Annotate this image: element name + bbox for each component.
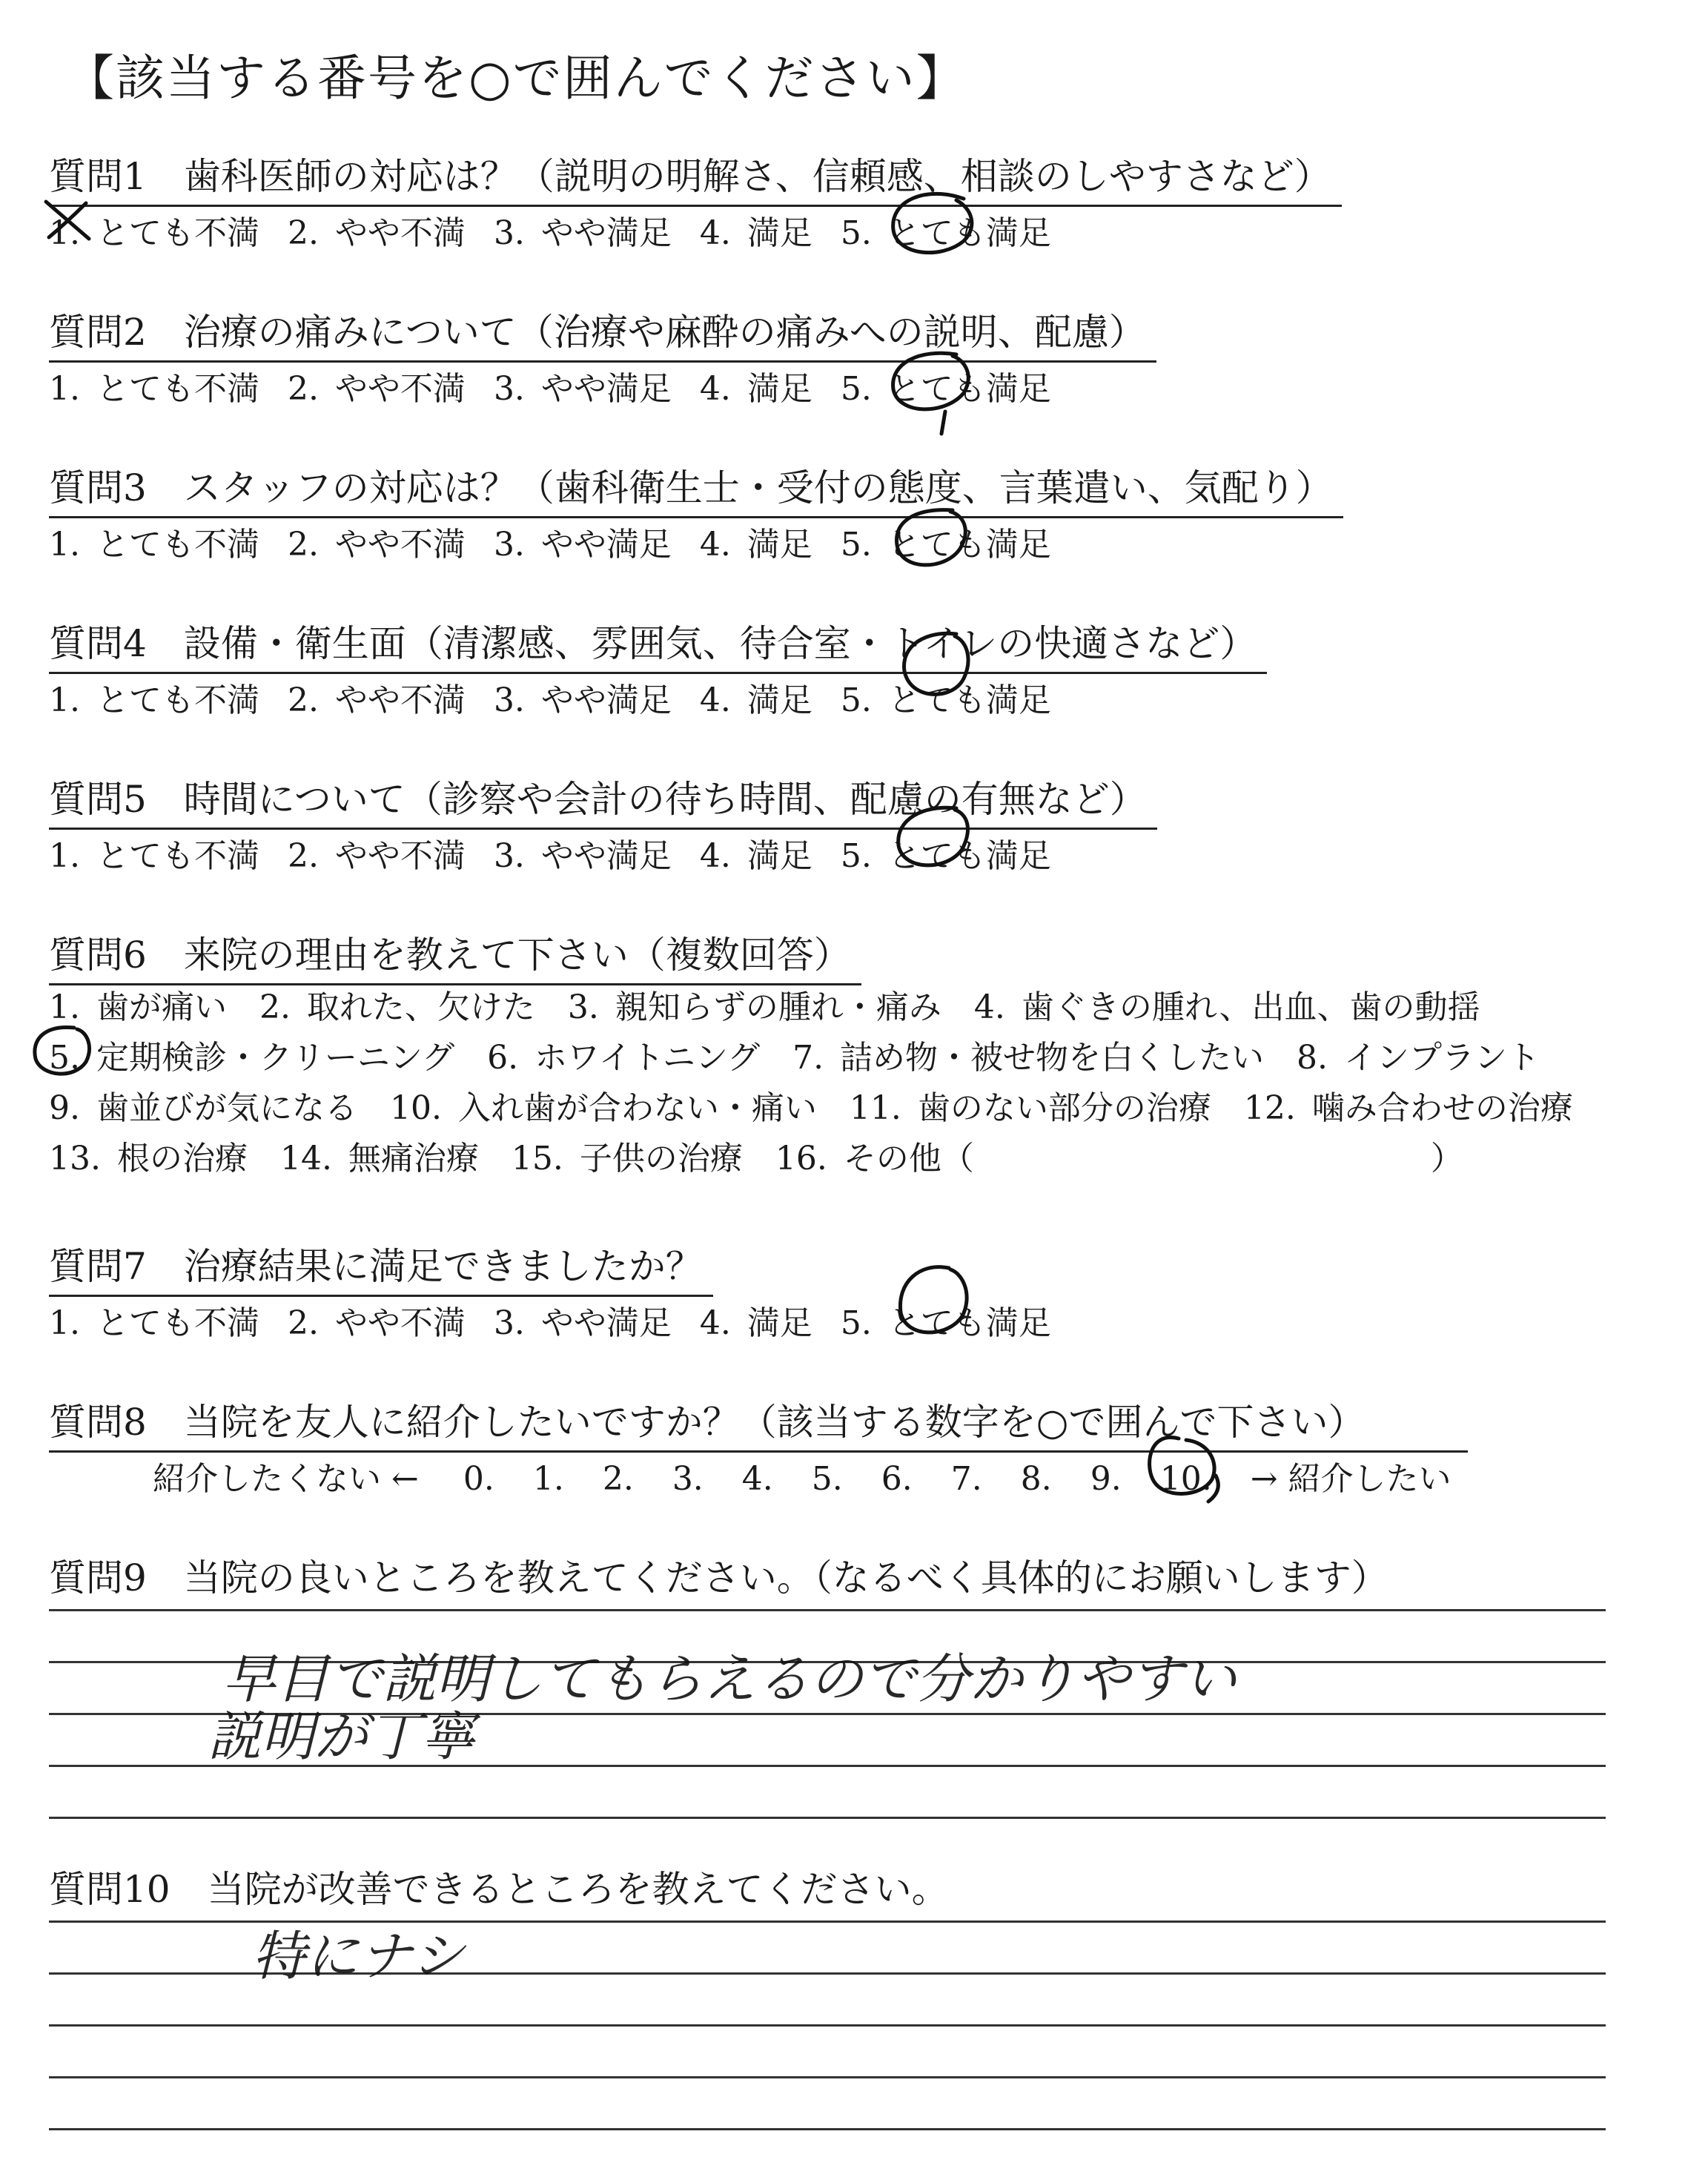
q1-option-1[interactable]: 1. とても不満 bbox=[49, 214, 259, 252]
q4-option-2[interactable]: 2. やや不満 bbox=[287, 681, 466, 719]
question-5-options bbox=[49, 829, 1079, 876]
q6-row-4[interactable]: 13. 根の治療 14. 無痛治療 15. 子供の治療 16. その他（ ） bbox=[49, 1140, 1463, 1178]
q5-option-5[interactable]: 5. とても満足 bbox=[840, 837, 1051, 875]
q1-option-2[interactable]: 2. やや不満 bbox=[287, 214, 466, 252]
q8-left-label: 紹介したくない ← bbox=[153, 1460, 419, 1498]
q9-line-1 bbox=[49, 1609, 1606, 1611]
question-2-title: 質問2 治療の痛みについて（治療や麻酔の痛みへの説明、配慮） bbox=[49, 303, 1156, 363]
q4-option-3[interactable]: 3. やや満足 bbox=[493, 681, 672, 719]
q9-line-5 bbox=[49, 1817, 1606, 1819]
q7-option-2[interactable]: 2. やや不満 bbox=[287, 1304, 466, 1342]
q10-line-4 bbox=[49, 2076, 1606, 2078]
q8-option-0[interactable]: 0. bbox=[463, 1460, 494, 1498]
q8-option-10[interactable]: 10. bbox=[1159, 1460, 1212, 1498]
q3-option-3[interactable]: 3. やや満足 bbox=[493, 526, 672, 564]
q8-option-8[interactable]: 8. bbox=[1020, 1460, 1052, 1498]
page-header: 【該当する番号を○で囲んでください】 bbox=[65, 50, 967, 107]
question-6-title: 質問6 来院の理由を教えて下さい（複数回答） bbox=[49, 925, 861, 985]
question-3-title: 質問3 スタッフの対応は？（歯科衛生士・受付の態度、言葉遣い、気配り） bbox=[49, 458, 1343, 518]
q2-option-2[interactable]: 2. やや不満 bbox=[287, 370, 466, 408]
question-1-title: 質問1 歯科医師の対応は？（説明の明解さ、信頼感、相談のしやすさなど） bbox=[49, 147, 1342, 207]
question-7-title: 質問7 治療結果に満足できましたか？ bbox=[49, 1237, 713, 1297]
q8-option-5[interactable]: 5. bbox=[811, 1460, 843, 1498]
question-4-options bbox=[49, 673, 1079, 721]
q7-option-5[interactable]: 5. とても満足 bbox=[840, 1304, 1051, 1342]
q6-row-2[interactable]: 5. 定期検診・クリーニング 6. ホワイトニング 7. 詰め物・被せ物を白くしたい 8. インプラント bbox=[49, 1039, 1540, 1077]
question-8-title: 質問8 当院を友人に紹介したいですか？（該当する数字を○で囲んで下さい） bbox=[49, 1393, 1468, 1453]
q3-option-1[interactable]: 1. とても不満 bbox=[49, 526, 259, 564]
q2-option-4[interactable]: 4. 満足 bbox=[699, 370, 812, 408]
q9-handwritten-answer-line-1[interactable]: 早目で説明してもらえるので分かりやすい bbox=[222, 1648, 1237, 1710]
question-1-options bbox=[49, 206, 1079, 254]
q1-option-4[interactable]: 4. 満足 bbox=[699, 214, 812, 252]
q7-option-3[interactable]: 3. やや満足 bbox=[493, 1304, 672, 1342]
q8-option-4[interactable]: 4. bbox=[741, 1460, 773, 1498]
q4-option-4[interactable]: 4. 満足 bbox=[699, 681, 812, 719]
q6-row-3[interactable]: 9. 歯並びが気になる 10. 入れ歯が合わない・痛い 11. 歯のない部分の治療 12. 噛み合わせの治療 bbox=[49, 1089, 1573, 1127]
question-10-title: 質問10 当院が改善できるところを教えてください。 bbox=[49, 1868, 949, 1911]
q8-option-6[interactable]: 6. bbox=[881, 1460, 913, 1498]
q10-handwritten-answer[interactable]: 特にナシ bbox=[252, 1925, 465, 1987]
q8-option-2[interactable]: 2. bbox=[602, 1460, 634, 1498]
q2-option-1[interactable]: 1. とても不満 bbox=[49, 370, 259, 408]
question-5-title: 質問5 時間について（診察や会計の待ち時間、配慮の有無など） bbox=[49, 770, 1157, 830]
q3-option-5[interactable]: 5. とても満足 bbox=[840, 526, 1051, 564]
q5-option-2[interactable]: 2. やや不満 bbox=[287, 837, 466, 875]
q8-option-9[interactable]: 9. bbox=[1090, 1460, 1122, 1498]
question-3-options bbox=[49, 518, 1079, 565]
question-7-options bbox=[49, 1296, 1079, 1344]
q8-option-3[interactable]: 3. bbox=[672, 1460, 704, 1498]
q8-option-1[interactable]: 1. bbox=[532, 1460, 564, 1498]
q5-option-1[interactable]: 1. とても不満 bbox=[49, 837, 259, 875]
q5-option-3[interactable]: 3. やや満足 bbox=[493, 837, 672, 875]
q1-option-3[interactable]: 3. やや満足 bbox=[493, 214, 672, 252]
q3-option-4[interactable]: 4. 満足 bbox=[699, 526, 812, 564]
question-9-title: 質問9 当院の良いところを教えてください。（なるべく具体的にお願いします） bbox=[49, 1556, 1388, 1599]
q4-option-5[interactable]: 5. とても満足 bbox=[840, 681, 1051, 719]
q2-option-3[interactable]: 3. やや満足 bbox=[493, 370, 672, 408]
q9-handwritten-answer-line-2[interactable]: 説明が丁寧 bbox=[208, 1705, 475, 1768]
q8-option-7[interactable]: 7. bbox=[950, 1460, 982, 1498]
q10-line-3 bbox=[49, 2024, 1606, 2027]
q3-option-2[interactable]: 2. やや不満 bbox=[287, 526, 466, 564]
q8-right-label: → 紹介したい bbox=[1250, 1460, 1452, 1498]
question-4-title: 質問4 設備・衛生面（清潔感、雰囲気、待合室・トイレの快適さなど） bbox=[49, 614, 1267, 674]
q6-row-1[interactable]: 1. 歯が痛い 2. 取れた、欠けた 3. 親知らずの腫れ・痛み 4. 歯ぐきの腫れ、出血、歯の動揺 bbox=[49, 988, 1480, 1026]
q7-option-4[interactable]: 4. 満足 bbox=[699, 1304, 812, 1342]
q10-line-5 bbox=[49, 2128, 1606, 2130]
q4-option-1[interactable]: 1. とても不満 bbox=[49, 681, 259, 719]
q7-option-1[interactable]: 1. とても不満 bbox=[49, 1304, 259, 1342]
q8-scale bbox=[153, 1452, 1490, 1499]
q1-option-5[interactable]: 5. とても満足 bbox=[840, 214, 1051, 252]
q2-option-5[interactable]: 5. とても満足 bbox=[840, 370, 1051, 408]
question-2-options bbox=[49, 362, 1079, 409]
q5-option-4[interactable]: 4. 満足 bbox=[699, 837, 812, 875]
